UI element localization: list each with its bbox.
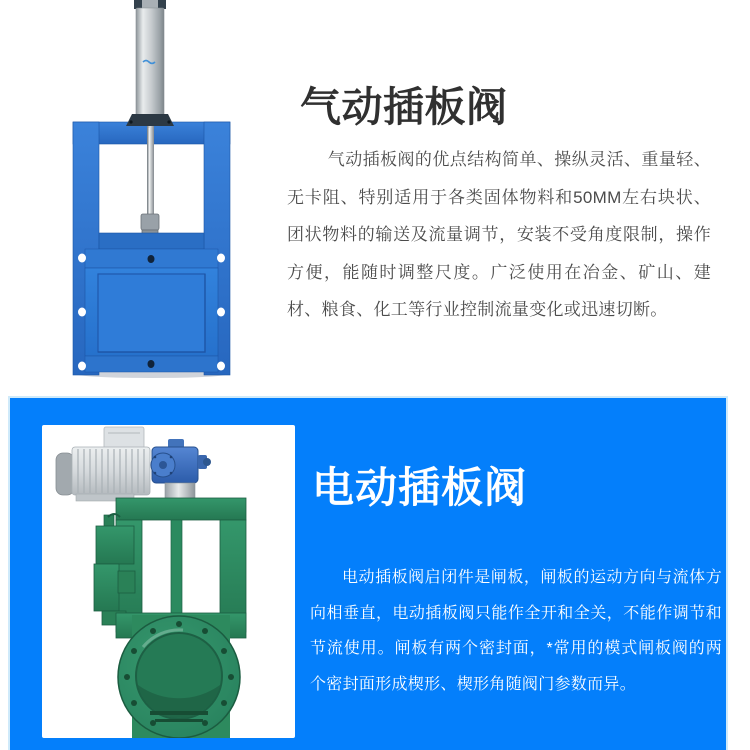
electric-section-title: 电动插板阀: [312, 464, 528, 511]
gearbox-drawing: [151, 439, 211, 483]
electric-valve-image: [42, 425, 295, 738]
electric-valve-image-card: [42, 425, 295, 738]
electric-section-description: 电动插板阀启闭件是闸板，闸板的运动方向与流体方向相垂直，电动插板阀只能作全开和全关，不能作调节和节流使用。闸板有两个密封面，*常用的模式闸板阀的两个密封面形成楔形、楔形角随阀门参数而异。: [310, 569, 722, 693]
pneumatic-valve-drawing: [73, 0, 230, 378]
pneumatic-section-title: 气动插板阀: [300, 84, 508, 130]
electric-motor-drawing: [56, 427, 150, 501]
pneumatic-section-description: 气动插板阀的优点结构简单、操纵灵活、重量轻、无卡阻、特别适用于各类固体物料和50MM左右块状、团状物料的输送及流量调节，安装不受角度限制，操作方便，能随时调整尺度。广泛使用在冶金、矿山、建材、粮食、化工等行业控制流量变化或迅速切断。: [287, 150, 711, 320]
electric-valve-section-panel: [10, 398, 726, 750]
pneumatic-valve-image: [55, 0, 245, 378]
electric-valve-flange-drawing: [118, 616, 240, 738]
